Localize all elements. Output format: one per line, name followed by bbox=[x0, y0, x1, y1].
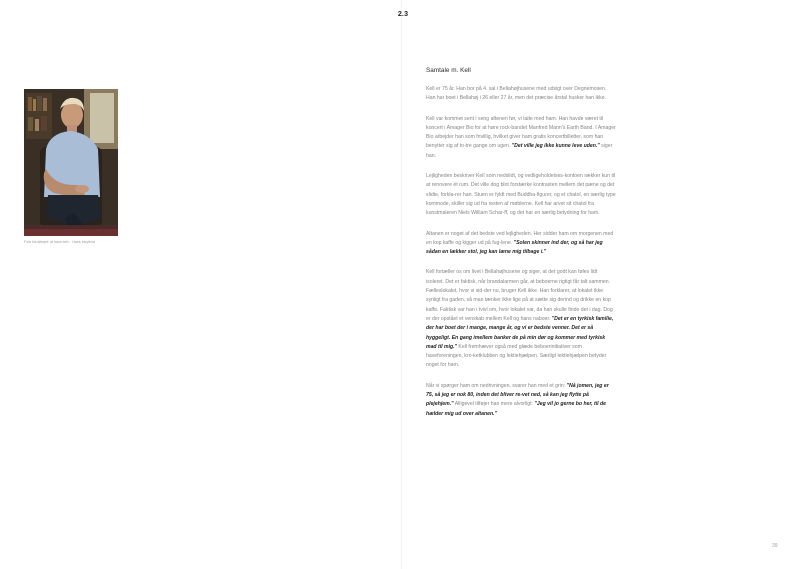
quote-text: "Nå jomen, jeg er 75, så jeg er nok 80, inden det bliver re-vet ned, så kan jeg flytte på plejehjem." bbox=[426, 382, 609, 408]
article-body bbox=[426, 85, 616, 419]
quote-text: "Solen skinner ind der, og så har jeg sådan en lækker stol, jeg kan læne mig tilbage i." bbox=[426, 239, 603, 256]
article-heading: Samtale m. Kell bbox=[426, 67, 471, 74]
article bbox=[426, 67, 616, 430]
paragraph bbox=[426, 382, 616, 419]
body-text: Kell er 75 år. Han bor på 4. sal i Bellahøjhusene med udsigt over Degnemosen. Han har boet i Bellahøj i 26 eller 27 år, men det præcise årstal husker han ikke. bbox=[426, 86, 607, 102]
paragraph bbox=[426, 115, 616, 161]
body-text: Alligevel tilføjer han mere alvorligt: bbox=[453, 401, 535, 408]
page-spread-divider bbox=[401, 0, 402, 569]
paragraph bbox=[426, 230, 616, 258]
body-text: siger han. bbox=[426, 143, 613, 159]
quote-text: "Det ville jeg ikke kunne leve uden." bbox=[511, 143, 600, 150]
body-text: Kell var kommet sent i seng aftenen før, vi talte med ham. Han havde været til koncert i Amager Bio for at høre rock-bandet Manfred Mann's Earth Band. I Amager Bio arbejder han som frivillig, hvilket giver ham gratis koncertbilletter, som han benytter sig af to-tre gange om ugen. bbox=[426, 115, 616, 150]
paragraph bbox=[426, 172, 616, 218]
body-text: Når vi spørger ham om nedrivningen, svarer han med et grin: bbox=[426, 382, 567, 389]
quote-text: "Det er en tyrkisk familie, der har boet der i mange, mange år, og vi er bedste venner. Det er så hyggeligt. En gang imellem banker de på min dør og kommer med tyrkisk mad til mig." bbox=[426, 315, 614, 350]
paragraph bbox=[426, 85, 616, 104]
section-number: 2.3 bbox=[397, 11, 409, 18]
body-text: Kell fremhæver også med glæde beboerinitiativer som haveforeningen, kro-ketklubben og lektiehjælpen. Særligt lektiehjælpen betyder noget for ham. bbox=[426, 343, 607, 369]
quote-text: "Jeg vil jo gerne bo her, til de hælder mig ud over altanen." bbox=[426, 401, 607, 417]
body-text: Kell fortæller os om livet i Bellahøjhusene og siger, at det godt kan føles lidt isoleret. Det er faktisk, når brandalarmen går, at beboerne rigtigt får talt sammen. Fælleslokalet, hvor vi sid-der nu, bruger Kell ikke. Han forklarer, at lokalet ikke synligt fra gaden, så man tænker ikke lige på at sætte sig derind og drikke en kop kaffe. Faktisk var han i tvivl om, hvor lokalet var, da han skulle finde det i dag. Dog er der opstået et venskab mellem Kell og hans naboer. bbox=[426, 269, 613, 322]
page-number: 39 bbox=[772, 543, 778, 549]
body-text: Altanen er noget af det bedste ved lejligheden. Her sidder ham om morgenen med en kop kaffe og kigger ud på fug-lene. bbox=[426, 230, 614, 246]
body-text: Lejligheden beskriver Kell som nedslidt, og vedligeholdelses-kontoen rækker kun til at renovere ét rum. Det ville dog blot forstærke kontrasten mellem det pæne og det slidte, forkla-rer han. Stuen er fyldt med Buddha-figurer, og et chatol, en særlig type kommode, skiller sig ud fra resten af møblerne. Kell har arvet sit chatol fra kunstmaleren Niels William Schar-ff, og det har en særlig betydning for ham. bbox=[426, 173, 616, 217]
paragraph bbox=[426, 268, 616, 370]
photo-caption: Foto fra albejet: af hans selv · Hans lokylend bbox=[24, 240, 95, 244]
portrait-photo bbox=[24, 89, 118, 236]
